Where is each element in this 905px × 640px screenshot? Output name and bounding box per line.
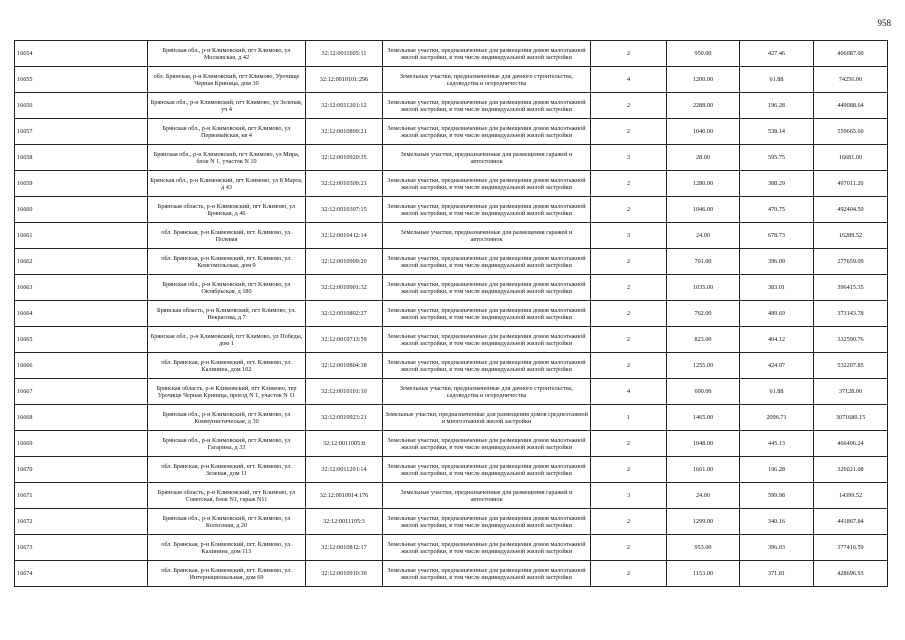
land-use-cell: Земельные участки, предназначенные для размещения домов среднеэтажной и многоэтажной жилой застройки [383,405,591,431]
area-cell: 1048.00 [667,431,740,457]
area-cell: 953.00 [667,535,740,561]
area-cell: 823.00 [667,327,740,353]
address-cell: Брянская обл., р-н Климовский, пгт Климово, ул Зеленая, уч 4 [148,93,306,119]
table-row [15,561,888,587]
address-cell: Брянская обл., р-н Климовский, пгт Климово, ул Коммунистическая, д 30 [148,405,306,431]
cadastral-number-cell: 32:12:0010812:17 [306,535,383,561]
use-group-cell: 2 [591,353,667,379]
table-row [15,431,888,457]
land-use-cell: Земельные участки, предназначенные для размещения домов малоэтажной жилой застройки, в том числе индивидуальной жилой застройки [383,119,591,145]
cadastral-number-cell: 32:12:0011201:12 [306,93,383,119]
cadastral-value-cell: 532207.85 [814,353,888,379]
cadastral-value-cell: 492404.50 [814,197,888,223]
cadastral-value-cell: 449088.64 [814,93,888,119]
table-row [15,197,888,223]
cadastral-value-cell: 428696.93 [814,561,888,587]
area-cell: 1661.00 [667,457,740,483]
use-group-cell: 4 [591,67,667,93]
cadastral-number-cell: 32:12:0010923:21 [306,405,383,431]
use-group-cell: 2 [591,509,667,535]
area-cell: 701.00 [667,249,740,275]
cadastral-value-cell: 326021.08 [814,457,888,483]
cadastral-value-cell: 466496.24 [814,431,888,457]
area-cell: 1299.00 [667,509,740,535]
row-number: 16663 [15,275,148,301]
table-row [15,275,888,301]
cadastral-value-cell: 441867.84 [814,509,888,535]
address-cell: Брянская обл., р-н Климовский, пгт Климово, ул Октябрьская, д 180 [148,275,306,301]
table-row [15,67,888,93]
table-row [15,353,888,379]
land-use-cell: Земельные участки, предназначенные для размещения гаражей и автостоянок [383,145,591,171]
row-number: 16670 [15,457,148,483]
row-number: 16658 [15,145,148,171]
area-cell: 950.00 [667,41,740,67]
cadastral-value-cell: 396415.35 [814,275,888,301]
page-number: 958 [877,18,891,28]
table-body [15,41,888,587]
specific-value-cell: 388.29 [740,171,814,197]
use-group-cell: 2 [591,119,667,145]
table-row [15,379,888,405]
use-group-cell: 2 [591,327,667,353]
address-cell: Брянская обл., р-н Климовский, пгт Климово, ул Московская, д 42 [148,41,306,67]
use-group-cell: 2 [591,301,667,327]
row-number: 16672 [15,509,148,535]
row-number: 16660 [15,197,148,223]
address-cell: Брянская обл., р-н Климовский, пгт Климово, ул Первомайская, кв 4 [148,119,306,145]
cadastral-number-cell: 32:12:0010910:30 [306,561,383,587]
table-row [15,119,888,145]
land-use-cell: Земельные участки, предназначенные для размещения гаражей и автостоянок [383,223,591,249]
land-use-cell: Земельные участки, предназначенные для размещения домов малоэтажной жилой застройки, в том числе индивидуальной жилой застройки [383,431,591,457]
address-cell: Брянская область, р-н Климовский, пгт Климово, ул Брянская, д 46 [148,197,306,223]
specific-value-cell: 196.28 [740,93,814,119]
use-group-cell: 2 [591,457,667,483]
land-use-cell: Земельные участки, предназначенные для размещения домов малоэтажной жилой застройки, в том числе индивидуальной жилой застройки [383,93,591,119]
row-number: 16656 [15,93,148,119]
use-group-cell: 2 [591,93,667,119]
area-cell: 1465.00 [667,405,740,431]
land-use-cell: Земельные участки, предназначенные для размещения гаражей и автостоянок [383,483,591,509]
table-row [15,483,888,509]
cadastral-value-cell: 497011.20 [814,171,888,197]
address-cell: Брянская область, р-н Климовский, пгт Климово, ул Советская, блок N1, гараж N11 [148,483,306,509]
specific-value-cell: 489.69 [740,301,814,327]
land-use-cell: Земельные участки, предназначенные для дачного строительства, садоводства и огородничества [383,379,591,405]
area-cell: 1280.00 [667,171,740,197]
cadastral-number-cell: 32:12:0011005:8 [306,431,383,457]
row-number: 16664 [15,301,148,327]
cadastral-number-cell: 32:12:0010101:296 [306,67,383,93]
cadastral-value-cell: 3071680.15 [814,405,888,431]
row-number: 16669 [15,431,148,457]
cadastral-number-cell: 32:12:0010914:176 [306,483,383,509]
address-cell: Брянская обл., р-н Климовский, пгт Климово, ул Мира, блок N 1, участок N 10 [148,145,306,171]
area-cell: 762.00 [667,301,740,327]
area-cell: 1200.00 [667,67,740,93]
table-row [15,457,888,483]
use-group-cell: 2 [591,171,667,197]
address-cell: Брянская область, р-н Климовский, пгт Климово, ул. Некрасова, д 7 [148,301,306,327]
table-row [15,509,888,535]
cadastral-value-cell: 559665.60 [814,119,888,145]
area-cell: 1035.00 [667,275,740,301]
table-row [15,327,888,353]
use-group-cell: 2 [591,41,667,67]
area-cell: 1046.00 [667,197,740,223]
row-number: 16673 [15,535,148,561]
specific-value-cell: 424.07 [740,353,814,379]
use-group-cell: 2 [591,561,667,587]
cadastral-number-cell: 32:12:0010909:20 [306,249,383,275]
cadastral-value-cell: 37128.00 [814,379,888,405]
cadastral-number-cell: 32:12:0011005:11 [306,41,383,67]
specific-value-cell: 196.28 [740,457,814,483]
land-use-cell: Земельные участки, предназначенные для размещения домов малоэтажной жилой застройки, в том числе индивидуальной жилой застройки [383,301,591,327]
cadastral-number-cell: 32:12:0010307:15 [306,197,383,223]
area-cell: 1153.00 [667,561,740,587]
row-number: 16661 [15,223,148,249]
specific-value-cell: 383.01 [740,275,814,301]
cadastral-number-cell: 32:12:0011201:14 [306,457,383,483]
specific-value-cell: 61.88 [740,67,814,93]
row-number: 16666 [15,353,148,379]
use-group-cell: 1 [591,405,667,431]
specific-value-cell: 427.46 [740,41,814,67]
cadastral-number-cell: 32:12:0010101:10 [306,379,383,405]
land-use-cell: Земельные участки, предназначенные для размещения домов малоэтажной жилой застройки, в том числе индивидуальной жилой застройки [383,457,591,483]
cadastral-value-cell: 16289.52 [814,223,888,249]
cadastral-number-cell: 32:12:0010901:32 [306,275,383,301]
cadastral-number-cell: 32:12:0010309:21 [306,171,383,197]
land-use-cell: Земельные участки, предназначенные для размещения домов малоэтажной жилой застройки, в том числе индивидуальной жилой застройки [383,561,591,587]
address-cell: Брянская обл., р-н Климовский, пгт Климово, ул Колхозная, д 20 [148,509,306,535]
table-row [15,41,888,67]
row-number: 16657 [15,119,148,145]
row-number: 16654 [15,41,148,67]
address-cell: обл. Брянская, р-н Климовский, пгт. Климово, ул. Калинина, дом 113 [148,535,306,561]
land-use-cell: Земельные участки, предназначенные для размещения домов малоэтажной жилой застройки, в том числе индивидуальной жилой застройки [383,197,591,223]
area-cell: 600.00 [667,379,740,405]
land-use-cell: Земельные участки, предназначенные для размещения домов малоэтажной жилой застройки, в том числе индивидуальной жилой застройки [383,249,591,275]
address-cell: обл. Брянская, р-н Климовский, пгт. Климово, ул. Интернациональная, дом 69 [148,561,306,587]
use-group-cell: 4 [591,379,667,405]
address-cell: Брянская область, р-н Климовский, пгт Климово, тер Урочище Черная Криница, проезд N 1, участок N 11 [148,379,306,405]
cadastral-value-cell: 332590.76 [814,327,888,353]
area-cell: 1255.00 [667,353,740,379]
use-group-cell: 2 [591,249,667,275]
specific-value-cell: 599.98 [740,483,814,509]
cadastral-value-cell: 277659.09 [814,249,888,275]
cadastral-number-cell: 32:12:0010804:38 [306,353,383,379]
area-cell: 28.00 [667,145,740,171]
cadastral-number-cell: 32:12:0011105:3 [306,509,383,535]
area-cell: 2288.00 [667,93,740,119]
specific-value-cell: 538.14 [740,119,814,145]
use-group-cell: 2 [591,431,667,457]
address-cell: обл. Брянская, р-н Климовский, пгт. Климово, ул. Полевая [148,223,306,249]
specific-value-cell: 678.73 [740,223,814,249]
table-row [15,535,888,561]
specific-value-cell: 340.16 [740,509,814,535]
row-number: 16655 [15,67,148,93]
row-number: 16662 [15,249,148,275]
land-use-cell: Земельные участки, предназначенные для дачного строительства, садоводства и огородничества [383,67,591,93]
cadastral-value-cell: 406087.00 [814,41,888,67]
cadastral-number-cell: 32:12:0010920:35 [306,145,383,171]
table-row [15,223,888,249]
row-number: 16668 [15,405,148,431]
use-group-cell: 3 [591,483,667,509]
specific-value-cell: 595.75 [740,145,814,171]
land-use-cell: Земельные участки, предназначенные для размещения домов малоэтажной жилой застройки, в том числе индивидуальной жилой застройки [383,171,591,197]
specific-value-cell: 2096.71 [740,405,814,431]
address-cell: обл. Брянская, р-н Климовский, пгт. Климово, ул. Комсомольская, дом 9 [148,249,306,275]
specific-value-cell: 404.12 [740,327,814,353]
area-cell: 24.00 [667,223,740,249]
cadastral-value-table [14,40,888,587]
area-cell: 24.00 [667,483,740,509]
address-cell: обл. Брянская, р-н Климовский, пгт Климово, Урочище Черная Криница, дом 30 [148,67,306,93]
use-group-cell: 3 [591,145,667,171]
table-row [15,249,888,275]
use-group-cell: 3 [591,223,667,249]
use-group-cell: 2 [591,197,667,223]
table-row [15,171,888,197]
table-row [15,93,888,119]
address-cell: Брянская обл., р-н Климовский, пгт Климово, ул Победы, дом 1 [148,327,306,353]
row-number: 16667 [15,379,148,405]
row-number: 16659 [15,171,148,197]
cadastral-number-cell: 32:12:0010412:14 [306,223,383,249]
cadastral-value-cell: 373143.78 [814,301,888,327]
land-use-cell: Земельные участки, предназначенные для размещения домов малоэтажной жилой застройки, в том числе индивидуальной жилой застройки [383,327,591,353]
table-row [15,145,888,171]
land-use-cell: Земельные участки, предназначенные для размещения домов малоэтажной жилой застройки, в том числе индивидуальной жилой застройки [383,41,591,67]
cadastral-number-cell: 32:12:0010802:27 [306,301,383,327]
specific-value-cell: 445.13 [740,431,814,457]
cadastral-value-cell: 377416.59 [814,535,888,561]
specific-value-cell: 371.81 [740,561,814,587]
specific-value-cell: 396.03 [740,535,814,561]
row-number: 16665 [15,327,148,353]
cadastral-value-cell: 74256.00 [814,67,888,93]
use-group-cell: 2 [591,535,667,561]
specific-value-cell: 61.88 [740,379,814,405]
land-use-cell: Земельные участки, предназначенные для размещения домов малоэтажной жилой застройки, в том числе индивидуальной жилой застройки [383,509,591,535]
address-cell: Брянская обл., р-н Климовский, пгт Климово, ул 8 Марта, д 43 [148,171,306,197]
table-row [15,405,888,431]
specific-value-cell: 396.09 [740,249,814,275]
address-cell: Брянская обл., р-н Климовский, пгт Климово, ул Гагарина, д 33 [148,431,306,457]
address-cell: обл. Брянская, р-н Климовский, пгт. Климово, ул. Зеленая, дом 11 [148,457,306,483]
land-use-cell: Земельные участки, предназначенные для размещения домов малоэтажной жилой застройки, в том числе индивидуальной жилой застройки [383,535,591,561]
table-row [15,301,888,327]
cadastral-value-cell: 16681.00 [814,145,888,171]
cadastral-number-cell: 32:12:0010809:21 [306,119,383,145]
area-cell: 1040.00 [667,119,740,145]
address-cell: обл. Брянская, р-н Климовский, пгт. Климово, ул. Калинина, дом 102 [148,353,306,379]
land-use-cell: Земельные участки, предназначенные для размещения домов малоэтажной жилой застройки, в том числе индивидуальной жилой застройки [383,275,591,301]
use-group-cell: 2 [591,275,667,301]
specific-value-cell: 470.75 [740,197,814,223]
land-use-cell: Земельные участки, предназначенные для размещения домов малоэтажной жилой застройки, в том числе индивидуальной жилой застройки [383,353,591,379]
cadastral-number-cell: 32:12:0010713:59 [306,327,383,353]
row-number: 16671 [15,483,148,509]
row-number: 16674 [15,561,148,587]
cadastral-value-cell: 14399.52 [814,483,888,509]
